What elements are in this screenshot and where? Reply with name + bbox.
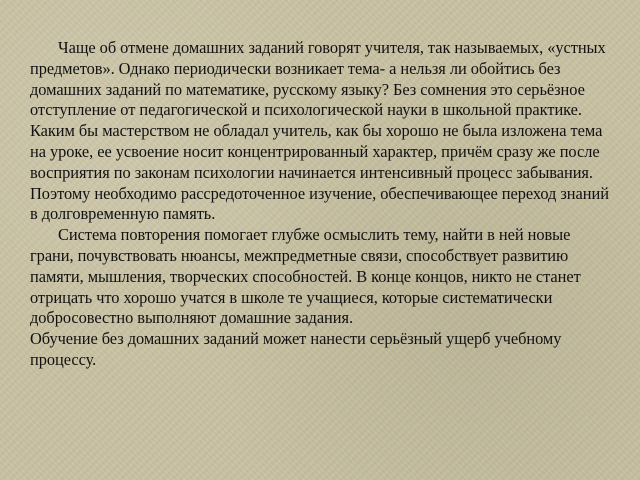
paragraph-conclusion: Обучение без домашних заданий может нанести серьёзный ущерб учебному процессу. [30,329,562,369]
paragraph-repetition-system: Система повторения помогает глубже осмыслить тему, найти в ней новые грани, почувствовать нюансы, межпредметные связи, способствует развитию памяти, мышления, творческих способностей. В конце концов, никто не станет отрицать что хорошо учатся в школе те учащиеся, которые систематически добросовестно выполняют домашние задания. [30,225,581,328]
text-block [30,38,615,371]
paragraph-homework-cancellation: Чаще об отмене домашних заданий говорят учителя, так называемых, «устных предметов». Однако периодически возникает тема- а нельзя ли обойтись без домашних заданий по математике, русскому языку? Без сомнения это серьёзное отступление от педагогической и психологической науки в школьной практике. Каким бы мастерством не обладал учитель, как бы хорошо не была изложена тема на уроке, ее усвоение носит концентрированный характер, причём сразу же после восприятия по законам психологии начинается интенсивный процесс забывания. Поэтому необходимо рассредоточенное изучение, обеспечивающее переход знаний в долговременную память. [30,38,609,224]
